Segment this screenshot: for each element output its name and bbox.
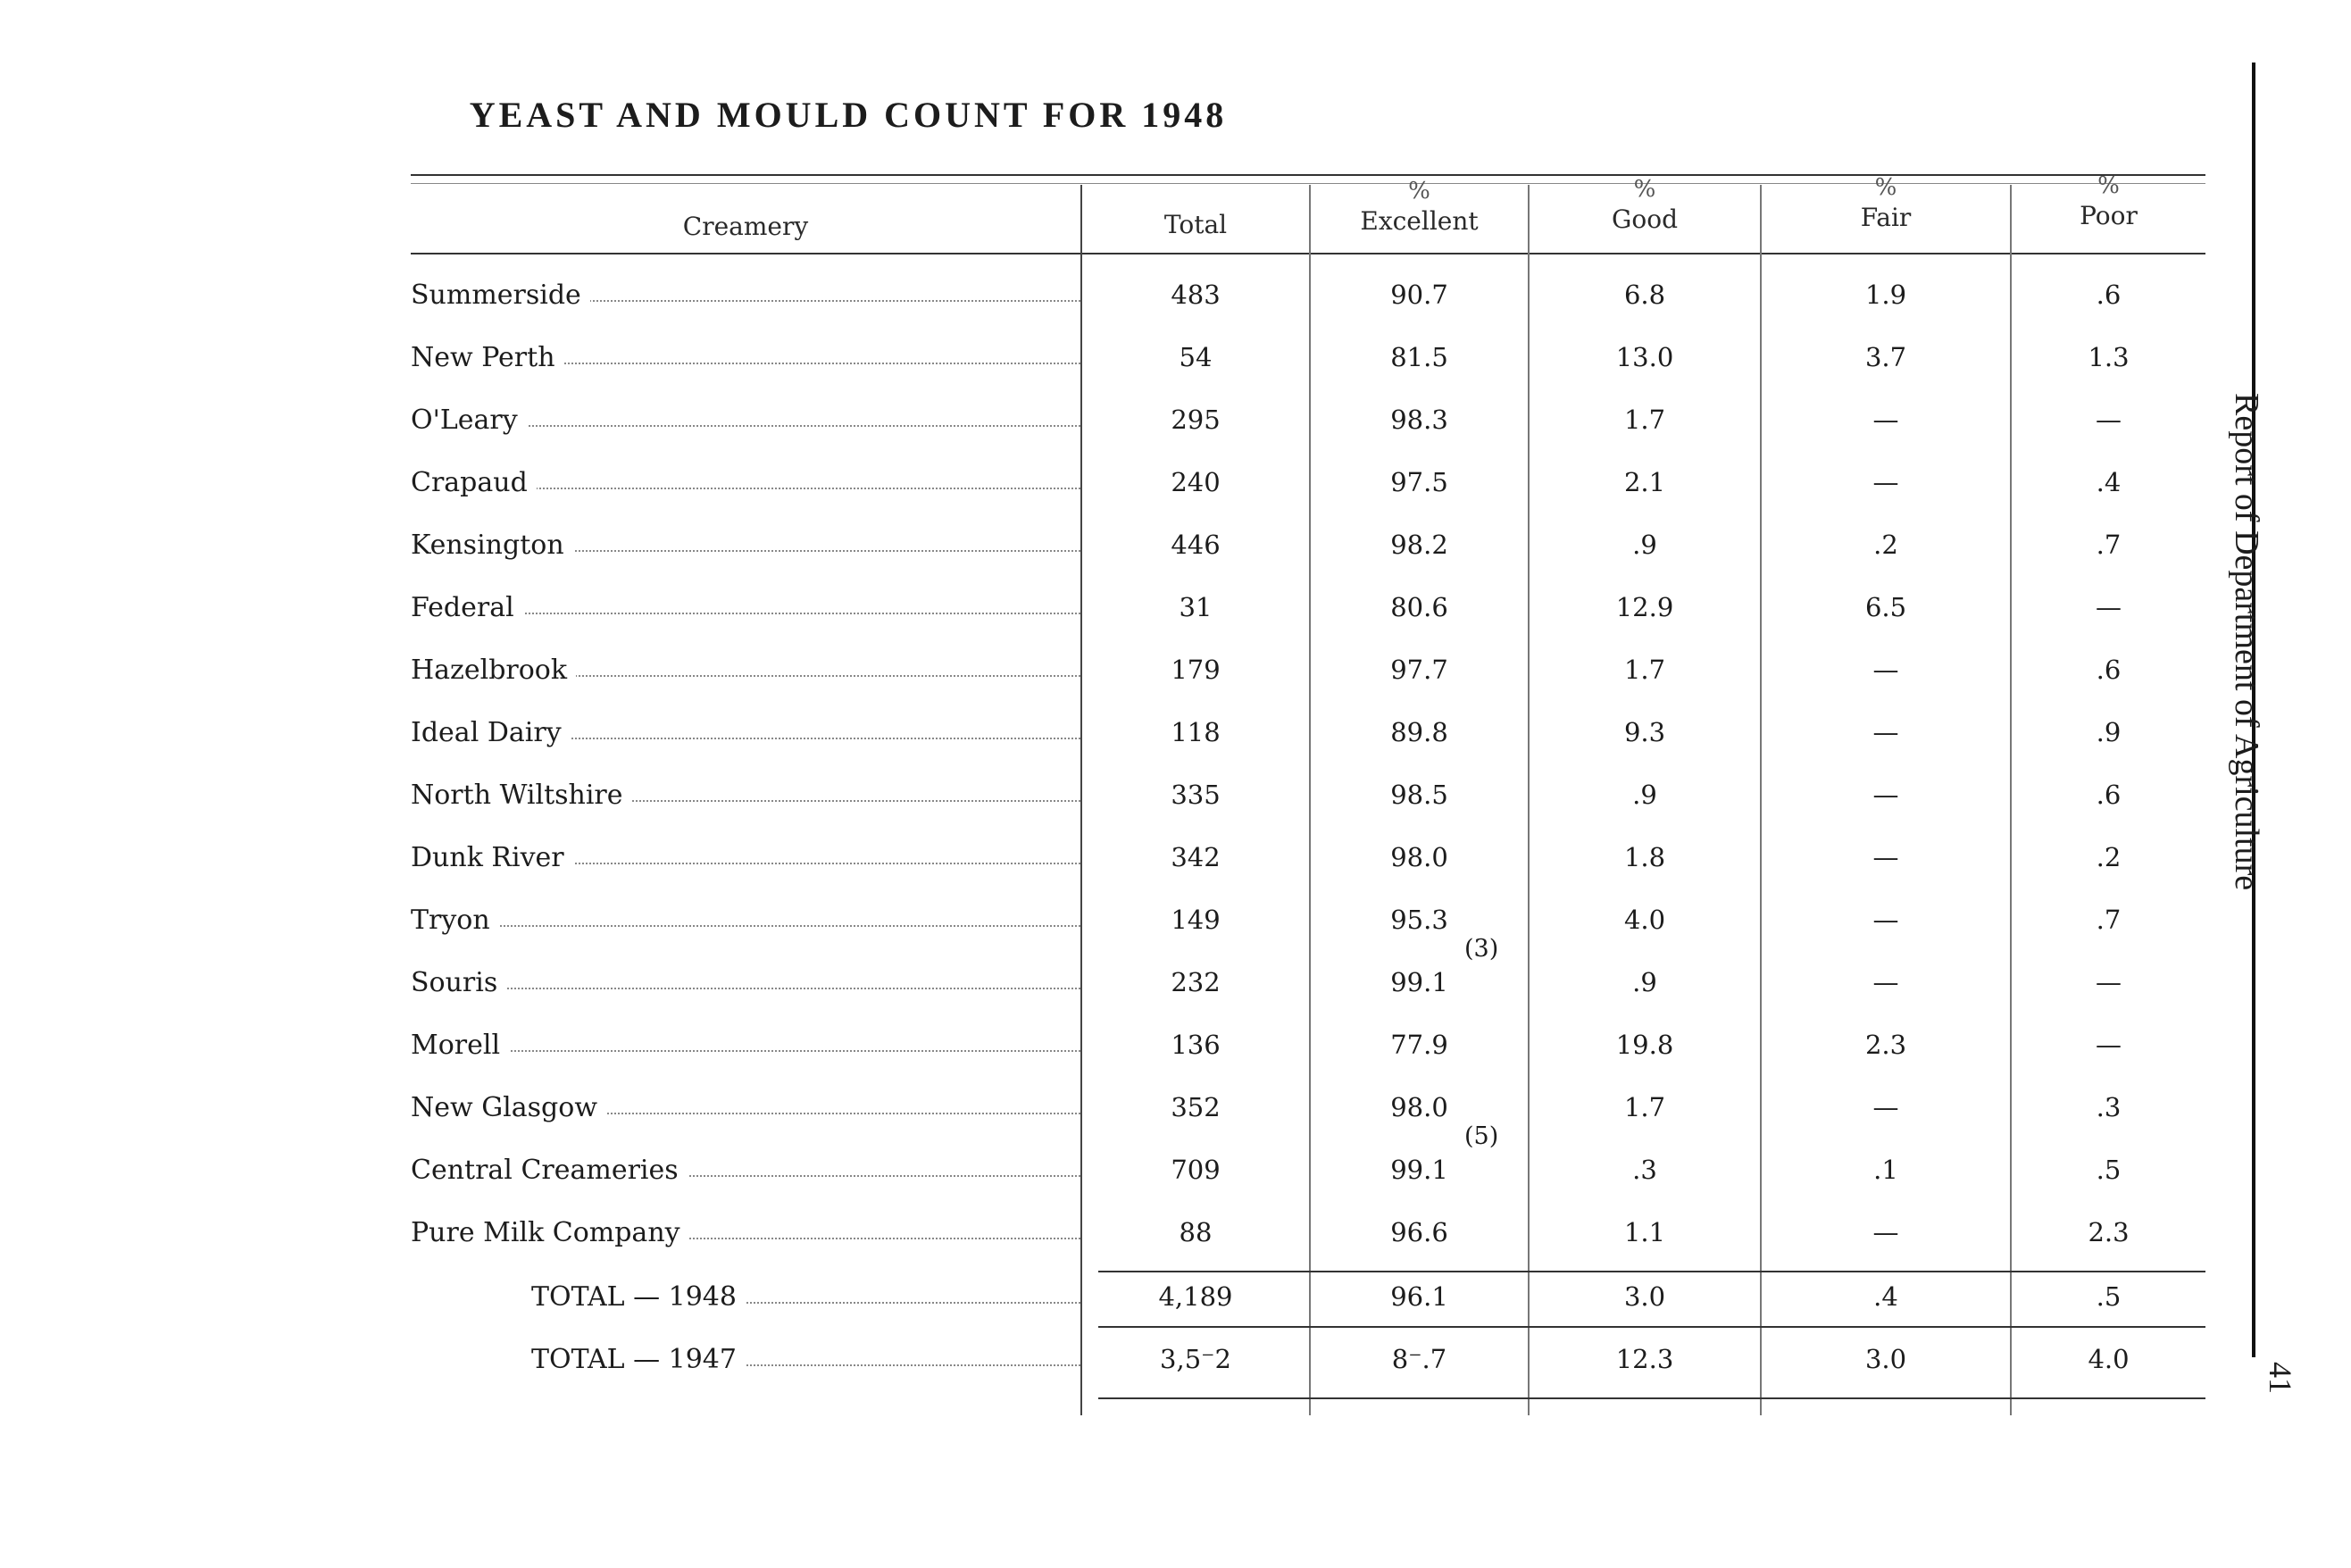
page-number-text: 41 bbox=[2263, 1362, 2298, 1394]
fair-cell: — bbox=[1872, 967, 1899, 997]
creamery-name-text: Crapaud bbox=[411, 467, 537, 498]
table-row bbox=[411, 467, 2205, 530]
good-cell: 1.7 bbox=[1623, 405, 1666, 435]
footnote-mark: (5) bbox=[1464, 1122, 1499, 1150]
creamery-name-text: Souris bbox=[411, 967, 506, 998]
page-number bbox=[2263, 1362, 2299, 1415]
creamery-name-text: Central Creameries bbox=[411, 1155, 688, 1186]
total-cell: 88 bbox=[1179, 1217, 1213, 1247]
creamery-name-text: Dunk River bbox=[411, 842, 573, 873]
poor-cell: .6 bbox=[2096, 780, 2122, 810]
table-row bbox=[411, 967, 2205, 1030]
excellent-cell: 77.9 bbox=[1390, 1030, 1448, 1060]
creamery-name bbox=[411, 1344, 1080, 1375]
page-title: YEAST AND MOULD COUNT FOR 1948 bbox=[469, 95, 1228, 135]
excellent-cell: 80.6 bbox=[1390, 592, 1448, 622]
excellent-cell: 98.0 bbox=[1390, 842, 1448, 872]
fair-cell: — bbox=[1872, 780, 1899, 810]
total-rule bbox=[1098, 1271, 2205, 1272]
excellent-cell: 98.3 bbox=[1390, 405, 1448, 435]
total-cell: 446 bbox=[1171, 530, 1221, 560]
creamery-name-text: Kensington bbox=[411, 530, 573, 561]
good-cell: 12.9 bbox=[1615, 592, 1674, 622]
yeast-mould-table bbox=[411, 174, 2205, 1424]
good-cell: .9 bbox=[1632, 780, 1657, 810]
leader-dots bbox=[411, 925, 1080, 927]
poor-cell: .6 bbox=[2096, 655, 2122, 685]
total-cell: 136 bbox=[1171, 1030, 1221, 1060]
excellent-cell: 8⁻.7 bbox=[1391, 1344, 1447, 1374]
good-cell: 1.8 bbox=[1623, 842, 1666, 872]
header-poor-pct: % bbox=[2097, 172, 2120, 199]
poor-cell: .9 bbox=[2096, 717, 2122, 747]
bottom-rule bbox=[1098, 1397, 2205, 1399]
total-cell: 352 bbox=[1171, 1092, 1221, 1122]
header-good-pct: % bbox=[1633, 176, 1656, 203]
creamery-name-text: Federal bbox=[411, 592, 523, 623]
footnote-mark: (3) bbox=[1464, 935, 1499, 963]
creamery-name-text: Tryon bbox=[411, 905, 499, 936]
good-cell: 3.0 bbox=[1623, 1281, 1666, 1312]
total-cell: 232 bbox=[1171, 967, 1221, 997]
header-poor-label: Poor bbox=[2080, 201, 2138, 230]
excellent-cell: 99.1 bbox=[1390, 1155, 1448, 1185]
header-poor bbox=[2012, 171, 2205, 231]
good-cell: .3 bbox=[1632, 1155, 1657, 1185]
excellent-cell: 90.7 bbox=[1390, 279, 1448, 310]
poor-cell: .2 bbox=[2096, 842, 2122, 872]
total-cell: 179 bbox=[1171, 655, 1221, 685]
creamery-name-text: Pure Milk Company bbox=[411, 1217, 689, 1248]
fair-cell: — bbox=[1872, 842, 1899, 872]
poor-cell: 2.3 bbox=[2088, 1217, 2130, 1247]
table-row bbox=[411, 655, 2205, 717]
good-cell: 1.7 bbox=[1623, 1092, 1666, 1122]
side-running-title bbox=[2223, 393, 2277, 1072]
excellent-cell: 95.3 bbox=[1390, 905, 1448, 935]
table-row bbox=[411, 1092, 2205, 1155]
creamery-name bbox=[411, 780, 1080, 811]
good-cell: 4.0 bbox=[1623, 905, 1666, 935]
excellent-cell: 89.8 bbox=[1390, 717, 1448, 747]
excellent-cell: 96.1 bbox=[1390, 1281, 1448, 1312]
fair-cell: 1.9 bbox=[1864, 279, 1907, 310]
total-cell: 240 bbox=[1171, 467, 1221, 497]
creamery-name-text: TOTAL — 1948 bbox=[531, 1281, 746, 1313]
fair-cell: — bbox=[1872, 1217, 1899, 1247]
fair-cell: .4 bbox=[1873, 1281, 1898, 1312]
creamery-name bbox=[411, 1217, 1080, 1248]
creamery-name-text: Hazelbrook bbox=[411, 655, 576, 686]
good-cell: .9 bbox=[1632, 530, 1657, 560]
leader-dots bbox=[411, 1050, 1080, 1052]
excellent-cell: 96.6 bbox=[1390, 1217, 1448, 1247]
header-excellent bbox=[1311, 176, 1528, 237]
poor-cell: — bbox=[2096, 967, 2122, 997]
creamery-name-text: New Perth bbox=[411, 342, 564, 373]
fair-cell: 3.0 bbox=[1864, 1344, 1907, 1374]
poor-cell: — bbox=[2096, 592, 2122, 622]
excellent-cell: 97.7 bbox=[1390, 655, 1448, 685]
poor-cell: 1.3 bbox=[2088, 342, 2130, 372]
creamery-name bbox=[411, 592, 1080, 623]
total-cell: 118 bbox=[1171, 717, 1221, 747]
total-cell: 295 bbox=[1171, 405, 1221, 435]
poor-cell: .7 bbox=[2096, 905, 2122, 935]
excellent-cell: 98.2 bbox=[1390, 530, 1448, 560]
fair-cell: .2 bbox=[1873, 530, 1898, 560]
poor-cell: — bbox=[2096, 1030, 2122, 1060]
excellent-cell: 81.5 bbox=[1390, 342, 1448, 372]
table-row bbox=[411, 1155, 2205, 1217]
fair-cell: 6.5 bbox=[1864, 592, 1907, 622]
leader-dots bbox=[411, 988, 1080, 989]
creamery-name bbox=[411, 842, 1080, 873]
creamery-name bbox=[411, 279, 1080, 311]
good-cell: 6.8 bbox=[1623, 279, 1666, 310]
creamery-name bbox=[411, 530, 1080, 561]
total-cell: 54 bbox=[1179, 342, 1213, 372]
total-cell: 709 bbox=[1171, 1155, 1221, 1185]
excellent-cell: 97.5 bbox=[1390, 467, 1448, 497]
fair-cell: — bbox=[1872, 655, 1899, 685]
header-creamery bbox=[411, 212, 1080, 242]
header-excellent-label: Excellent bbox=[1360, 206, 1479, 236]
fair-cell: 3.7 bbox=[1864, 342, 1907, 372]
header-total-label: Total bbox=[1163, 210, 1228, 239]
creamery-name bbox=[411, 655, 1080, 686]
fair-cell: — bbox=[1872, 905, 1899, 935]
creamery-name-text: Summerside bbox=[411, 279, 590, 311]
total-cell: 31 bbox=[1179, 592, 1213, 622]
creamery-name bbox=[411, 342, 1080, 373]
creamery-name bbox=[411, 1155, 1080, 1186]
fair-cell: — bbox=[1872, 1092, 1899, 1122]
total-cell: 3,5⁻2 bbox=[1160, 1344, 1231, 1374]
poor-cell: .5 bbox=[2096, 1155, 2122, 1185]
creamery-name bbox=[411, 967, 1080, 998]
total-cell: 4,189 bbox=[1158, 1281, 1233, 1312]
total-rule bbox=[1098, 1326, 2205, 1328]
creamery-name bbox=[411, 1281, 1080, 1313]
table-row bbox=[411, 905, 2205, 967]
fair-cell: .1 bbox=[1873, 1155, 1898, 1185]
creamery-name bbox=[411, 1092, 1080, 1123]
table-row bbox=[411, 530, 2205, 592]
creamery-name-text: New Glasgow bbox=[411, 1092, 606, 1123]
table-row bbox=[411, 1030, 2205, 1092]
good-cell: 1.7 bbox=[1623, 655, 1666, 685]
total-row bbox=[411, 1281, 2205, 1344]
table-row bbox=[411, 842, 2205, 905]
header-total bbox=[1082, 210, 1309, 240]
header-fair-label: Fair bbox=[1860, 203, 1912, 232]
header-creamery-label: Creamery bbox=[682, 212, 809, 241]
header-good bbox=[1530, 174, 1760, 235]
header-fair bbox=[1762, 172, 2010, 233]
header-rule bbox=[411, 253, 2205, 254]
creamery-name-text: Morell bbox=[411, 1030, 509, 1061]
good-cell: 19.8 bbox=[1615, 1030, 1674, 1060]
poor-cell: .7 bbox=[2096, 530, 2122, 560]
poor-cell: .5 bbox=[2096, 1281, 2122, 1312]
table-row bbox=[411, 279, 2205, 342]
creamery-name-text: O'Leary bbox=[411, 405, 527, 436]
poor-cell: .3 bbox=[2096, 1092, 2122, 1122]
creamery-name bbox=[411, 467, 1080, 498]
creamery-name-text: TOTAL — 1947 bbox=[531, 1344, 746, 1375]
good-cell: 12.3 bbox=[1615, 1344, 1674, 1374]
fair-cell: — bbox=[1872, 467, 1899, 497]
poor-cell: 4.0 bbox=[2088, 1344, 2130, 1374]
poor-cell: — bbox=[2096, 405, 2122, 435]
total-cell: 342 bbox=[1171, 842, 1221, 872]
total-cell: 335 bbox=[1171, 780, 1221, 810]
creamery-name bbox=[411, 717, 1080, 748]
table-row bbox=[411, 717, 2205, 780]
good-cell: .9 bbox=[1632, 967, 1657, 997]
table-row bbox=[411, 405, 2205, 467]
good-cell: 2.1 bbox=[1623, 467, 1666, 497]
table-row bbox=[411, 342, 2205, 405]
poor-cell: .6 bbox=[2096, 279, 2122, 310]
good-cell: 13.0 bbox=[1615, 342, 1674, 372]
fair-cell: — bbox=[1872, 717, 1899, 747]
header-good-label: Good bbox=[1611, 204, 1678, 234]
poor-cell: .4 bbox=[2096, 467, 2122, 497]
excellent-cell: 98.0 bbox=[1390, 1092, 1448, 1122]
excellent-cell: 98.5 bbox=[1390, 780, 1448, 810]
table-row bbox=[411, 780, 2205, 842]
header-excellent-pct: % bbox=[1408, 178, 1430, 204]
good-cell: 9.3 bbox=[1623, 717, 1666, 747]
total-cell: 149 bbox=[1171, 905, 1221, 935]
excellent-cell: 99.1 bbox=[1390, 967, 1448, 997]
creamery-name bbox=[411, 405, 1080, 436]
good-cell: 1.1 bbox=[1623, 1217, 1666, 1247]
creamery-name-text: North Wiltshire bbox=[411, 780, 632, 811]
fair-cell: 2.3 bbox=[1864, 1030, 1907, 1060]
header-fair-pct: % bbox=[1874, 174, 1897, 201]
creamery-name bbox=[411, 1030, 1080, 1061]
creamery-name-text: Ideal Dairy bbox=[411, 717, 571, 748]
creamery-name bbox=[411, 905, 1080, 936]
total-cell: 483 bbox=[1171, 279, 1221, 310]
side-title-text: Report of Department of Agriculture bbox=[2228, 393, 2265, 891]
table-row bbox=[411, 592, 2205, 655]
fair-cell: — bbox=[1872, 405, 1899, 435]
